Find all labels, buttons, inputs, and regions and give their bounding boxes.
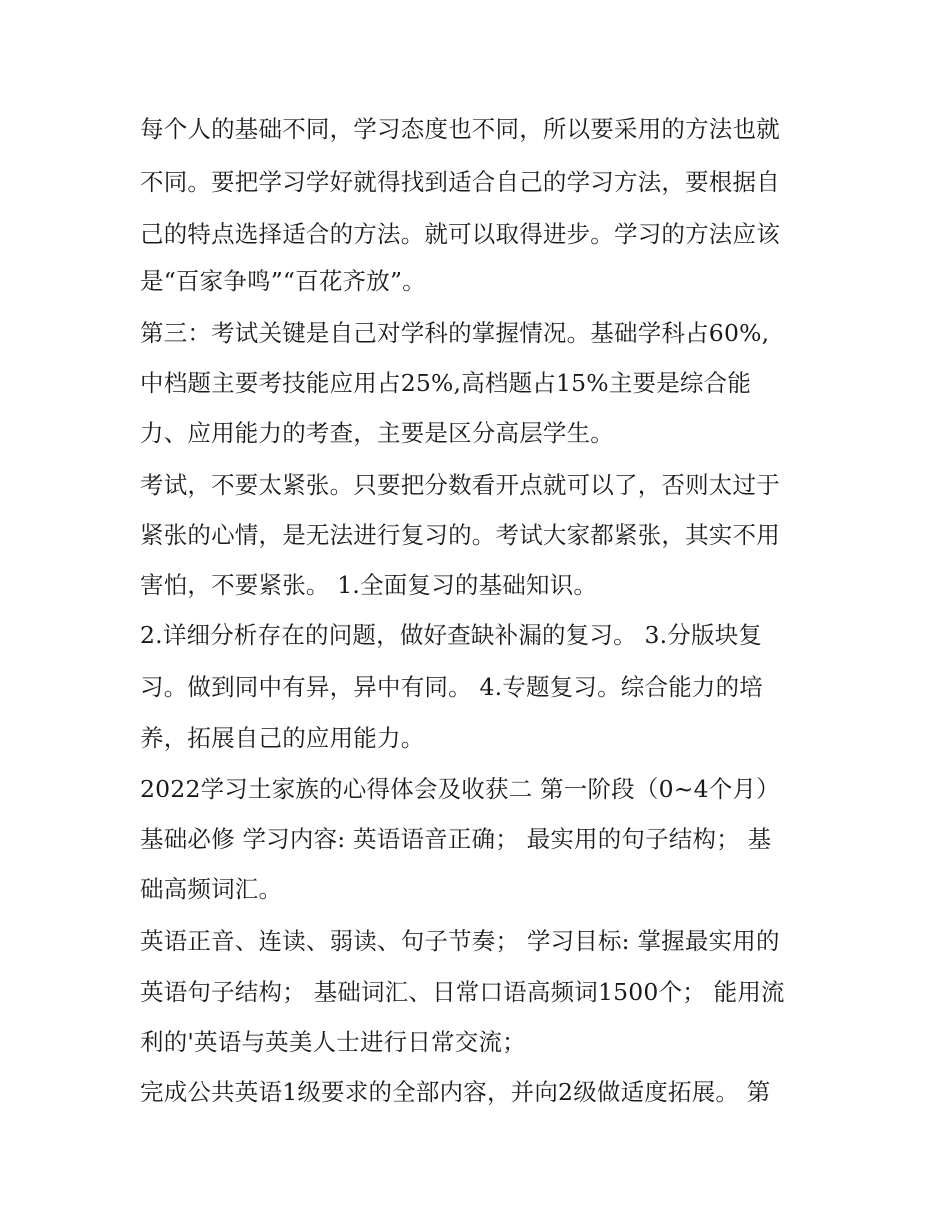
text-line: 养，拓展自己的应用能力。 bbox=[140, 724, 425, 752]
text-line: 是“百家争鸣”“百花齐放”。 bbox=[140, 267, 426, 295]
text-line: 英语句子结构； 基础词汇、日常口语高频词1500个； 能用流 bbox=[140, 978, 785, 1006]
text-line: 2022学习土家族的心得体会及收获二 第一阶段（0~4个月） bbox=[140, 775, 780, 803]
text-line: 第三：考试关键是自己对学科的掌握情况。基础学科占60%, bbox=[140, 319, 770, 347]
text-line: 2.详细分析存在的问题，做好查缺补漏的复习。 3.分版块复 bbox=[140, 621, 763, 649]
text-line: 不同。要把学习学好就得找到适合自己的学习方法，要根据自 bbox=[140, 168, 780, 196]
text-line: 己的特点选择适合的方法。就可以取得进步。学习的方法应该 bbox=[140, 220, 780, 248]
text-line: 每个人的基础不同，学习态度也不同，所以要采用的方法也就 bbox=[140, 115, 780, 143]
text-line: 利的'英语与英美人士进行日常交流； bbox=[140, 1028, 526, 1056]
text-line: 紧张的心情，是无法进行复习的。考试大家都紧张，其实不用 bbox=[140, 521, 780, 549]
text-line: 力、应用能力的考查，主要是区分高层学生。 bbox=[140, 419, 614, 447]
text-line: 英语正音、连读、弱读、句子节奏； 学习目标: 掌握最实用的 bbox=[140, 927, 780, 955]
text-line: 完成公共英语1级要求的全部内容，并向2级做适度拓展。 第 bbox=[140, 1078, 771, 1106]
text-line: 中档题主要考技能应用占25%,高档题占15%主要是综合能 bbox=[140, 369, 752, 397]
text-line: 害怕，不要紧张。 1.全面复习的基础知识。 bbox=[140, 571, 598, 599]
text-line: 础高频词汇。 bbox=[140, 875, 283, 903]
text-line: 考试，不要太紧张。只要把分数看开点就可以了，否则太过于 bbox=[140, 471, 780, 499]
text-line: 习。做到同中有异，异中有同。 4.专题复习。综合能力的培 bbox=[140, 673, 763, 701]
text-line: 基础必修 学习内容: 英语语音正确； 最实用的句子结构； 基 bbox=[140, 825, 772, 853]
